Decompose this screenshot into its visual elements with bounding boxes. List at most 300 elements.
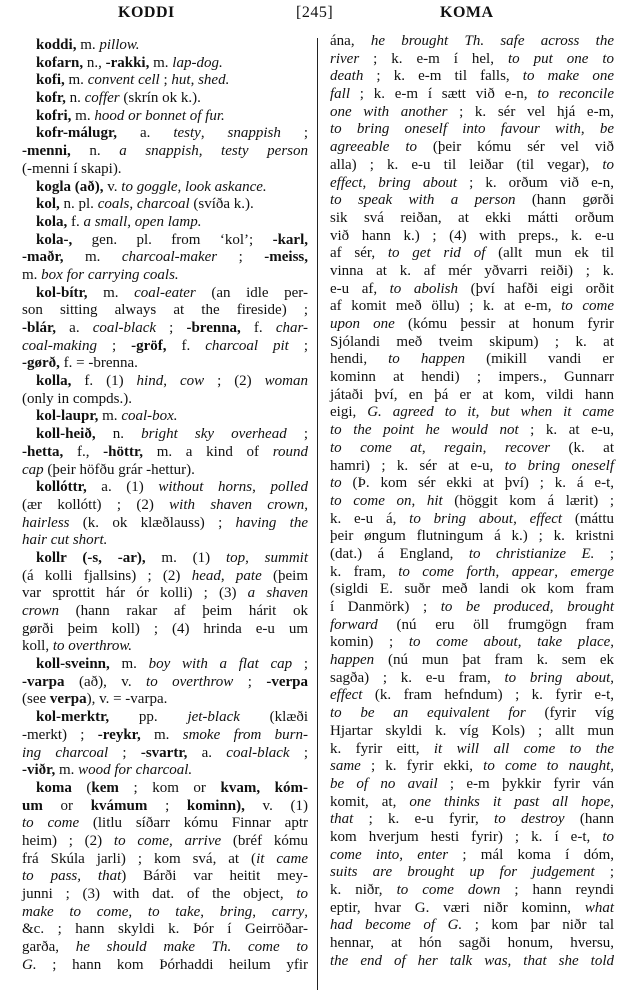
- text-line: [22, 691, 308, 709]
- headword: -hetta,: [22, 443, 64, 460]
- text-line: [330, 758, 614, 776]
- text: ;: [292, 656, 309, 673]
- text: m.: [140, 726, 183, 743]
- definition: to put one to: [507, 50, 614, 67]
- definition: to come on: [330, 492, 412, 509]
- text: hennar, at hón sagði honum, hversu,: [330, 935, 614, 952]
- text: m.: [76, 37, 100, 53]
- definition: with shaven crown: [169, 496, 305, 513]
- headword: -svartr,: [140, 744, 188, 761]
- headword: verpa: [49, 691, 87, 708]
- text: þeir øngum flutningum á k.) ; k. kristni: [330, 528, 614, 545]
- headword: -karl,: [272, 231, 308, 248]
- definition: testy: [173, 125, 201, 142]
- text: n.: [95, 426, 142, 443]
- definition: bring: [219, 903, 253, 920]
- text-line: [22, 249, 308, 267]
- text: (hann rakar af þeim hárit ok: [58, 603, 308, 619]
- text-line: [22, 709, 308, 727]
- text: ;: [108, 744, 141, 761]
- text: k. niðr,: [330, 882, 397, 898]
- text: or: [42, 797, 91, 814]
- text: hamri) ; k. sér at e-u,: [330, 457, 505, 474]
- definition: a shaven: [247, 585, 308, 602]
- text: k. fyrir eitt,: [330, 740, 434, 757]
- text-line: [330, 298, 614, 316]
- text: (hann gørði: [515, 192, 614, 209]
- text: -merkt) ;: [22, 726, 98, 743]
- text: ,: [129, 196, 137, 213]
- definition: to come, arrive: [113, 832, 222, 849]
- text-line: [330, 68, 614, 86]
- text: ;: [96, 337, 132, 354]
- headword: -meiss,: [264, 249, 308, 266]
- text: ;: [594, 864, 614, 881]
- definition: to come: [561, 298, 614, 315]
- text: f. (1): [71, 373, 137, 390]
- definition: coal-eater: [134, 284, 196, 301]
- text-line: [22, 479, 308, 497]
- definition: one thinks it past all hope: [409, 793, 611, 810]
- text: af komit með öllu) ; k. at e-m,: [330, 298, 562, 315]
- text-line: [330, 404, 614, 422]
- text: Hjartar skyldi k. víg Kols) ; allt mun: [330, 722, 614, 739]
- text: e-u af,: [330, 280, 390, 297]
- text-line: [22, 585, 308, 603]
- definition: to make one: [522, 68, 614, 85]
- definition: be of no avail: [330, 775, 438, 792]
- definition: top: [225, 549, 246, 566]
- text: sik svá reiðan, at ekki mátti orðum: [330, 209, 614, 226]
- definition: same: [330, 758, 361, 775]
- definition: open lamp.: [134, 213, 202, 230]
- definition: suits are brought up for judgement: [330, 864, 595, 881]
- text-line: [22, 373, 308, 391]
- definition: enter: [417, 846, 449, 863]
- definition: to happen: [388, 351, 466, 368]
- text-line: [330, 705, 614, 723]
- text: ; k. sér vel hjá e-m,: [447, 103, 614, 120]
- text-line: [330, 953, 614, 971]
- headword: -menni,: [22, 143, 71, 160]
- text: (þeir kómu sér vel við: [417, 139, 614, 156]
- headword: kem: [91, 779, 119, 796]
- definition: G.: [22, 956, 37, 973]
- definition: brought: [567, 599, 615, 615]
- text-line: [22, 444, 308, 462]
- text: (að), v.: [64, 673, 147, 690]
- definition: to christianize E.: [468, 545, 595, 562]
- text: ;: [289, 744, 309, 761]
- definition: coffer: [84, 90, 120, 107]
- text-line: [22, 621, 308, 639]
- text-line: [22, 833, 308, 851]
- definition: to be produced: [440, 599, 550, 615]
- headword: kofr,: [36, 90, 66, 107]
- definition: convent cell: [87, 72, 160, 89]
- text: kominn at hendi) ; impers., Gunnarr: [330, 369, 614, 386]
- text: m.: [87, 284, 135, 301]
- headword: kol-bítr,: [36, 284, 88, 301]
- text-line: [22, 656, 308, 674]
- text-line: [22, 532, 308, 550]
- text-line: [22, 815, 308, 833]
- text: ; e-m þykkir fyrir ván: [437, 775, 614, 792]
- definition: what: [584, 899, 614, 916]
- text: (nú eru öll frumgögn fram: [377, 616, 614, 633]
- text-line: [22, 426, 308, 444]
- headword: kvam, kóm-: [220, 779, 308, 796]
- headword: kofri,: [36, 107, 72, 124]
- definition: agreeable to: [330, 139, 417, 156]
- text-line: [330, 121, 614, 139]
- text: ,: [304, 903, 309, 920]
- headword: -gørð,: [22, 355, 60, 372]
- text: ,: [580, 121, 600, 138]
- definition: hind: [136, 373, 164, 390]
- text-line: [22, 408, 308, 426]
- definition: hair cut short.: [22, 532, 108, 549]
- definition: smoke from burn-: [182, 726, 308, 743]
- text: f.,: [63, 443, 104, 460]
- text: ; (2): [204, 373, 265, 390]
- text-line: [22, 904, 308, 922]
- definition: forward: [330, 616, 378, 633]
- text: gen. pl. from ‘kol’;: [72, 231, 273, 248]
- text-line: [330, 829, 614, 847]
- text-line: [22, 780, 308, 798]
- text: ,: [220, 567, 236, 584]
- text-line: [22, 179, 308, 197]
- text-line: [330, 528, 614, 546]
- headword: um: [22, 797, 43, 814]
- text-line: [22, 108, 308, 126]
- text: ,: [610, 634, 615, 651]
- text: m.: [22, 266, 42, 283]
- text: (á kolli fjallsins) ; (2): [22, 567, 192, 584]
- definition: having the: [235, 514, 308, 531]
- text: (litlu síðarr kómu Finnar aptr: [79, 815, 308, 832]
- text: ;: [159, 72, 172, 89]
- text-line: [22, 568, 308, 586]
- definition: effect: [330, 174, 363, 191]
- definition: boy with a flat cap: [148, 656, 293, 673]
- text-line: [22, 638, 308, 656]
- text: m.: [63, 249, 122, 266]
- text: (nú mun þat fram k. sem ek: [374, 652, 614, 669]
- text-line: [330, 935, 614, 953]
- text: ,: [362, 174, 379, 191]
- text: ) Bárði var heitit mey-: [121, 868, 308, 885]
- text-line: [22, 285, 308, 303]
- text-line: [330, 104, 614, 122]
- text-line: [22, 939, 308, 957]
- text: ), v. = -varpa.: [86, 691, 168, 708]
- definition: to: [602, 156, 614, 173]
- text-line: [22, 161, 308, 179]
- text-line: [330, 263, 614, 281]
- text-line: [330, 192, 614, 210]
- text: m.: [55, 762, 79, 779]
- text: (k. at: [550, 439, 615, 456]
- text: (sigldi E. suðr með landi ok kom fram: [330, 581, 614, 598]
- text: hendi,: [330, 351, 389, 368]
- text: ,: [128, 903, 148, 920]
- text: pp.: [109, 709, 188, 726]
- text-line: [22, 886, 308, 904]
- definition: to: [330, 475, 342, 492]
- definition: coals: [97, 196, 130, 213]
- definition: hit: [426, 492, 443, 509]
- text: n. pl.: [59, 196, 98, 213]
- text: ,: [304, 496, 309, 513]
- text-line: [22, 391, 308, 409]
- text: (k. fram hefndum) ; k. fyrir e-t,: [362, 687, 614, 704]
- text-line: [330, 422, 614, 440]
- text: a.: [187, 744, 227, 761]
- text-line: [22, 550, 308, 568]
- text: kom hverjum hesti fyrir) ; k. í e-t,: [330, 828, 603, 845]
- text: v.: [103, 178, 122, 195]
- text: f.: [67, 213, 84, 230]
- text: k. fram,: [330, 563, 399, 580]
- definition: carry: [271, 903, 305, 920]
- definition: to bring about: [409, 510, 514, 527]
- text: m. (1): [145, 549, 226, 566]
- text: (an idle per-: [195, 284, 308, 301]
- text: (hann: [564, 811, 615, 828]
- page-number: [245]: [296, 4, 334, 21]
- text-line: [22, 214, 308, 232]
- headword: kol-merktr,: [36, 709, 110, 726]
- text-line: [22, 320, 308, 338]
- text: ,: [482, 439, 505, 456]
- headword: kola-,: [36, 231, 73, 248]
- definition: hut: [171, 72, 191, 89]
- text-line: [330, 387, 614, 405]
- definition: coal-black: [92, 320, 157, 336]
- definition: had become of G.: [330, 917, 463, 934]
- text-line: [330, 723, 614, 741]
- text-line: [330, 440, 614, 458]
- text: koll,: [22, 638, 53, 655]
- text: (skrín ok k.).: [119, 90, 201, 107]
- definition: to: [296, 886, 308, 902]
- text: ,: [127, 213, 135, 230]
- text: komin) ;: [330, 634, 409, 651]
- text-line: [330, 281, 614, 299]
- text-line: [22, 55, 308, 73]
- headword: -viðr,: [22, 762, 56, 779]
- text: játaði því, en þá er at kom, vildi hann: [330, 386, 614, 403]
- definition: G. agreed to it, but when it came: [367, 404, 614, 421]
- text: f.: [166, 337, 206, 354]
- text: (höggit kom á lærit) ;: [442, 492, 614, 509]
- text: (kómu þessir at honum fyrir: [394, 316, 614, 332]
- text-line: [22, 302, 308, 320]
- definition: to pass, that: [22, 868, 122, 885]
- headword: kollóttr,: [36, 479, 87, 496]
- text-line: [22, 745, 308, 763]
- definition: to speak with a person: [330, 192, 516, 209]
- text: ,: [421, 439, 445, 456]
- text: (allt mun ek til: [485, 245, 614, 262]
- text: ; kom or: [118, 779, 221, 796]
- text-line: [22, 727, 308, 745]
- text: ,: [411, 492, 427, 509]
- definition: pillow.: [99, 37, 140, 53]
- text: ,: [610, 793, 614, 810]
- text: (mikill vandi er: [465, 351, 615, 368]
- text-line: [22, 267, 308, 285]
- headword: -maðr,: [22, 249, 64, 266]
- text: n.,: [83, 54, 106, 71]
- text: (klæði: [239, 709, 309, 726]
- headword: -blár,: [22, 320, 57, 336]
- definition: without horns: [158, 479, 253, 496]
- text: v. (1): [244, 797, 308, 814]
- definition: charcoal-maker: [121, 249, 218, 266]
- text: ;: [147, 797, 187, 814]
- text: (-menni í skapi).: [22, 160, 122, 177]
- definition: shed.: [198, 72, 230, 89]
- definition: to the point he would not: [330, 422, 519, 439]
- text-line: [22, 338, 308, 356]
- running-head-right: KOMA: [440, 4, 494, 21]
- text: (svíða k.).: [189, 196, 254, 213]
- text-line: [330, 670, 614, 688]
- definition: emerge: [570, 563, 615, 580]
- definition: happen: [330, 652, 375, 669]
- definition: death: [330, 68, 364, 85]
- text-line: [330, 776, 614, 794]
- text: ; k. e-m í sætt við e-n,: [350, 86, 538, 103]
- text-line: [330, 917, 614, 935]
- definition: to reconcile: [537, 86, 614, 103]
- text: ;: [594, 545, 615, 562]
- text: eigi,: [330, 404, 368, 421]
- definition: fall: [330, 86, 351, 103]
- definition: coal-black: [226, 744, 290, 761]
- text-line: [330, 882, 614, 900]
- headword: kofr-málugr,: [36, 125, 117, 142]
- definition: head: [191, 567, 221, 584]
- text: ; k. orðum við e-n,: [457, 174, 614, 191]
- text: ,: [200, 125, 228, 142]
- headword: koll-sveinn,: [36, 656, 110, 673]
- headword: kominn),: [186, 797, 245, 814]
- right-column: [330, 33, 614, 970]
- headword: -brenna,: [186, 320, 241, 336]
- text: ,: [549, 599, 568, 615]
- text: (: [71, 779, 92, 796]
- definition: it came: [256, 850, 309, 867]
- text: ; k. fyrir ekki,: [360, 758, 484, 775]
- definition: to bring about: [504, 669, 611, 686]
- text: m.: [149, 54, 173, 71]
- definition: to come to naught: [483, 758, 611, 775]
- text: ;: [156, 320, 187, 336]
- text-line: [330, 546, 614, 564]
- text: alla) ; k. e-u til leiðar (til vegar),: [330, 156, 603, 173]
- text: (see: [22, 691, 50, 708]
- text-line: [22, 921, 308, 939]
- text-line: [330, 794, 614, 812]
- left-column: [22, 37, 308, 974]
- headword: koll-heið,: [36, 426, 96, 443]
- definition: to overthrow: [146, 673, 234, 690]
- definition: jet-black: [187, 709, 240, 726]
- text-line: [330, 175, 614, 193]
- text: var sprottit hár ór kolli) ; (3): [22, 585, 248, 602]
- definition: wood for charcoal.: [78, 762, 193, 779]
- text: ; k. e-m til falls,: [363, 68, 523, 85]
- text: gørði þeim koll) ; (4) hrinda e-u um: [22, 620, 308, 637]
- text-line: [22, 497, 308, 515]
- definition: to destroy: [494, 811, 565, 828]
- text: son sitting always at the fireside) ;: [22, 302, 308, 319]
- text: ;: [217, 249, 265, 266]
- text: (dat.) á England,: [330, 545, 469, 562]
- running-head-left: KODDI: [118, 4, 175, 21]
- definition: to overthrow.: [52, 638, 133, 655]
- text: f.: [240, 320, 276, 336]
- text-line: [330, 581, 614, 599]
- definition: to take: [147, 903, 201, 920]
- definition: to: [602, 828, 614, 845]
- column-divider: [317, 38, 318, 990]
- definition: bring about: [378, 174, 458, 191]
- text-line: [330, 351, 614, 369]
- text-line: [330, 564, 614, 582]
- headword: -reykr,: [97, 726, 141, 743]
- definition: regain: [444, 439, 483, 456]
- text-line: [22, 798, 308, 816]
- definition: to come down: [396, 882, 501, 898]
- definition: effect: [529, 510, 563, 527]
- definition: snappish: [227, 125, 281, 142]
- text: ána,: [330, 33, 371, 49]
- text: &c. ; hann skyldi k. Þór í Geirröðar-: [22, 921, 308, 938]
- definition: lap-dog.: [172, 54, 223, 71]
- headword: kofi,: [36, 72, 65, 89]
- text: ;: [288, 337, 308, 354]
- text-line: [330, 847, 614, 865]
- definition: effect: [330, 687, 363, 704]
- text: ,: [252, 903, 272, 920]
- headword: kol-laupr,: [36, 408, 99, 425]
- definition: crown: [22, 603, 59, 619]
- text-line: [330, 86, 614, 104]
- definition: summit: [264, 549, 308, 566]
- text-line: [22, 72, 308, 90]
- definition: charcoal pit: [205, 337, 289, 354]
- text: f. = -brenna.: [59, 355, 138, 372]
- text: (máttu: [562, 510, 615, 527]
- definition: to bring oneself: [504, 457, 614, 474]
- text-line: [22, 355, 308, 373]
- text: n.: [65, 90, 85, 107]
- text: ; hann reyndi: [500, 882, 615, 898]
- definition: he should make Th. come to: [75, 939, 308, 956]
- text: ,: [190, 72, 199, 89]
- definition: be: [599, 121, 615, 138]
- text-line: [330, 652, 614, 670]
- text-line: [330, 369, 614, 387]
- text: m. a kind of: [143, 443, 273, 460]
- definition: that: [330, 811, 354, 828]
- definition: to come forth: [398, 563, 496, 580]
